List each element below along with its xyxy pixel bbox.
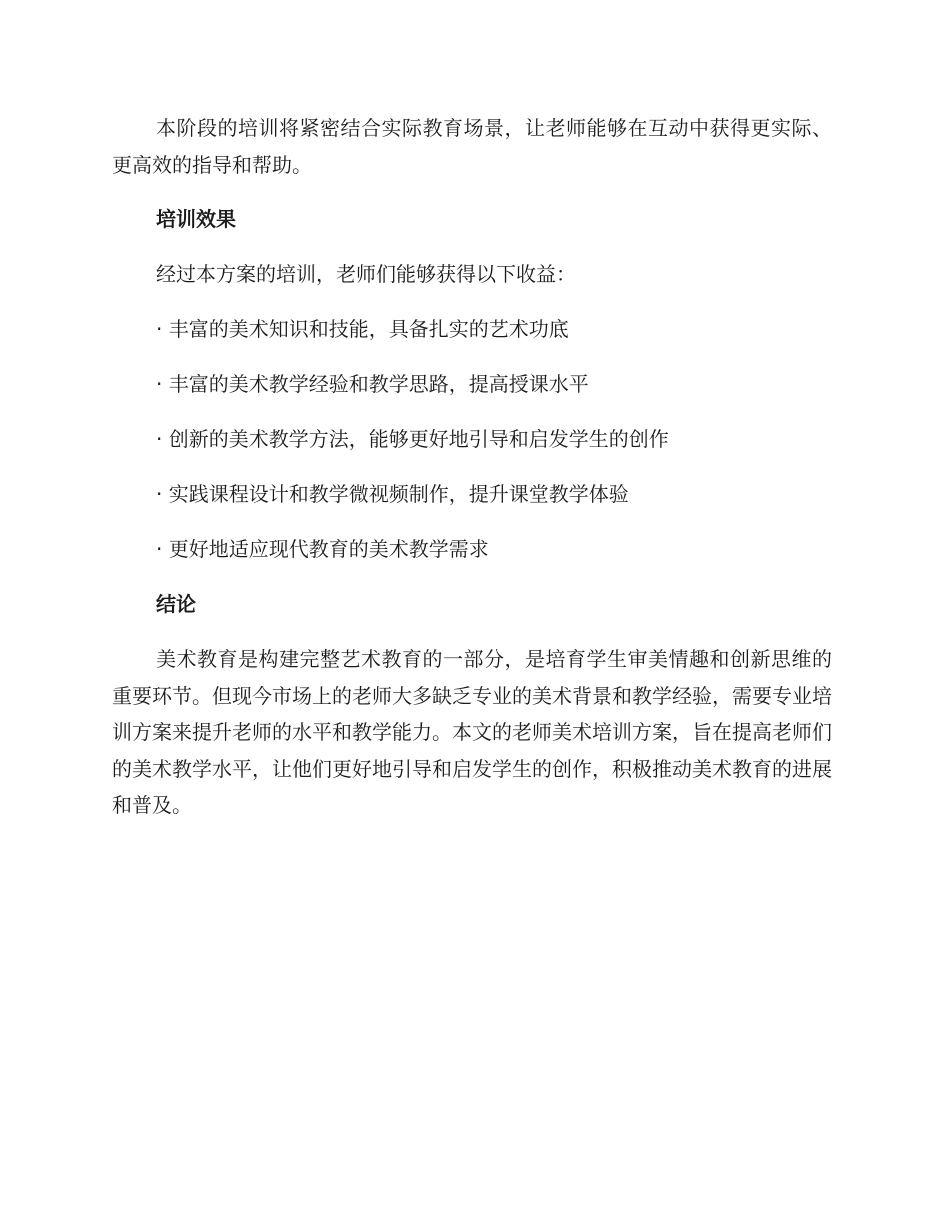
document-page: [112, 110, 832, 824]
section-heading-conclusion: 结论: [156, 592, 196, 616]
list-item: · 丰富的美术教学经验和教学思路，提高授课水平: [156, 372, 589, 396]
list-item: · 丰富的美术知识和技能，具备扎实的艺术功底: [156, 317, 569, 341]
effect-lead: 经过本方案的培训，老师们能够获得以下收益：: [156, 262, 576, 286]
list-item: · 实践课程设计和教学微视频制作，提升课堂教学体验: [156, 482, 629, 506]
list-item: · 创新的美术教学方法，能够更好地引导和启发学生的创作: [156, 427, 669, 451]
intro-paragraph: 本阶段的培训将紧密结合实际教育场景，让老师能够在互动中获得更实际、更高效的指导和帮助。: [112, 116, 832, 177]
conclusion-paragraph: 美术教育是构建完整艺术教育的一部分，是培育学生审美情趣和创新思维的重要环节。但现今市场上的老师大多缺乏专业的美术背景和教学经验，需要专业培训方案来提升老师的水平和教学能力。本文的老师美术培训方案，旨在提高老师们的美术教学水平，让他们更好地引导和启发学生的创作，积极推动美术教育的进展和普及。: [112, 647, 832, 817]
section-heading-effect: 培训效果: [156, 207, 236, 231]
list-item: · 更好地适应现代教育的美术教学需求: [156, 537, 489, 561]
